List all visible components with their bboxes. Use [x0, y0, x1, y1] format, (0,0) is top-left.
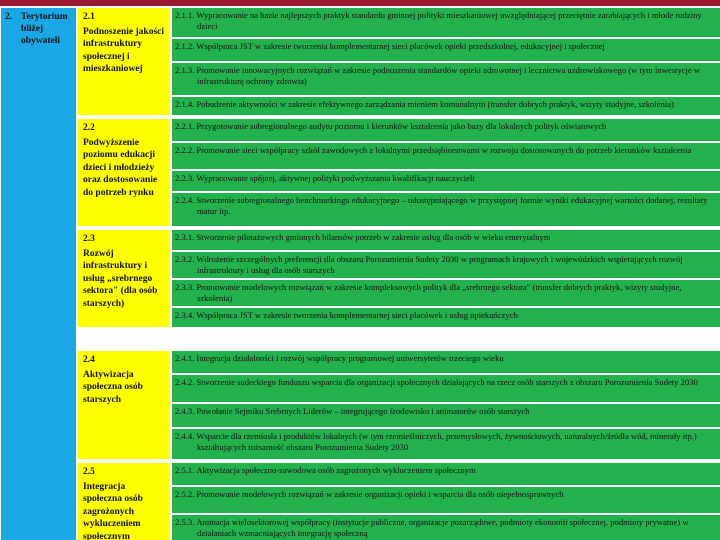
- group-cell: [78, 351, 172, 461]
- group-title: Integracja społeczna osób zagrożonych wykluczeniem społecznym: [83, 481, 143, 540]
- action-text: Promowanie modelowych rozwiązań w zakresie organizacji opieki i wsparcia dla osób niepełnosprawnych: [196, 489, 564, 499]
- action-text: Wdrożenie szczególnych preferencji dla obszaru Porozumienia Sudety 2030 w programach krajowych i wojewódzkich wspierających rozwój: [196, 254, 683, 264]
- action-row: [172, 280, 720, 308]
- action-code: 2.4.1.: [175, 353, 195, 363]
- group-title: Rozwój infrastruktury i usług „srebrnego sektora" (dla osób starszych): [83, 248, 158, 309]
- action-row: [172, 351, 720, 375]
- action-code: 2.4.4.: [175, 431, 195, 441]
- action-code: 2.5.3.: [175, 517, 195, 527]
- action-row: [172, 515, 720, 540]
- group-cell: [78, 463, 172, 540]
- action-text: Promowanie innowacyjnych rozwiązań w zakresie podnoszenia standardów opieki zdrowotnej i lecznictwa uzdrowiskowego (w tym inwestycje w: [196, 65, 701, 75]
- action-row: [172, 39, 720, 63]
- action-text: Stworzenie pilotażowych gminnych bilansów potrzeb w zakresie usług dla osób w wieku emerytalnym: [196, 232, 551, 242]
- action-text-continued: infrastruktury i usług dla osób starszych: [197, 264, 335, 275]
- section-number: 2.: [5, 12, 13, 22]
- action-row: [172, 463, 720, 487]
- action-text: Wsparcie dla rzemiosła i produktów lokalnych (w tym rzemieślniczych, przemysłowych, żywnościowych, naturalnych/źródła wód, minerały itp.): [196, 431, 697, 441]
- action-text: Wypracowanie spójnej, aktywnej polityki podwyższania kwalifikacji nauczycieli: [196, 173, 475, 183]
- action-code: 2.2.4.: [175, 195, 195, 205]
- action-text-continued: kształtujących tożsamość obszaru Porozumienia Sudety 2030: [197, 441, 409, 452]
- action-text: Wypracowanie na bazie najlepszych praktyk standardu gminnej polityki mieszkaniowej uwzględniającej przeciętnie zarabiających i młode rodziny: [196, 10, 702, 20]
- action-code: 2.5.1.: [175, 465, 195, 475]
- action-code: 2.1.3.: [175, 65, 195, 75]
- action-code: 2.3.2.: [175, 254, 195, 264]
- action-row: [172, 143, 720, 171]
- action-code: 2.3.4.: [175, 310, 195, 320]
- group-2-5: [78, 463, 720, 540]
- group-title: Podnoszenie jakości infrastruktury społecznej i mieszkaniowej: [83, 26, 165, 74]
- action-row: [172, 308, 720, 329]
- action-row: [172, 171, 720, 193]
- group-divider: [78, 226, 720, 228]
- group-2-4: [78, 351, 720, 461]
- action-text-continued: matur itp.: [197, 205, 231, 216]
- action-code: 2.2.3.: [175, 173, 195, 183]
- action-text: Animacja wielosektorowej współpracy (instytucje publiczne, organizacje pozarządowe, podmioty ekonomii społecznej, podmioty prywatne) w: [196, 517, 689, 527]
- action-text: Promowanie sieci współpracy szkół zawodowych z lokalnymi przedsiębiorstwami w rozwoju dostosowanych do potrzeb kierunków kształcenia: [196, 145, 692, 155]
- action-row: [172, 97, 720, 117]
- group-cell: [78, 230, 172, 329]
- action-row: [172, 429, 720, 461]
- group-number: 2.4: [83, 355, 95, 365]
- action-text: Promowanie modelowych rozwiązań w zakresie kompleksowych polityk dla „srebrnego sektora" (transfer dobrych praktyk, wizyty studyjne,: [196, 282, 682, 292]
- action-text: Powołanie Sejmiku Srebrnych Liderów – integrującego środowisko i animatorów osób starszych: [196, 406, 530, 416]
- action-code: 2.3.1.: [175, 232, 195, 242]
- group-cell: [78, 119, 172, 228]
- group-2-3: [78, 230, 720, 329]
- action-row: [172, 404, 720, 429]
- action-text: Współpraca JST w zakresie tworzenia komplementarnej sieci placówek opieki przedszkolnej, edukacyjnej i społecznej: [196, 41, 605, 51]
- action-code: 2.1.1.: [175, 10, 195, 20]
- action-row: [172, 193, 720, 228]
- action-text: Przygotowanie subregionalnego audytu poziomu i kierunków kształcenia jako bazy dla lokalnych polityk oświatowych: [196, 121, 607, 131]
- action-list: [172, 351, 720, 461]
- strategy-table: [0, 8, 720, 540]
- group-cell: [78, 8, 172, 117]
- action-list: [172, 119, 720, 228]
- section-cell: [1, 8, 78, 540]
- action-row: [172, 230, 720, 252]
- action-code: 2.4.2.: [175, 377, 195, 387]
- action-list: [172, 8, 720, 117]
- group-2-1: [78, 8, 720, 117]
- group-title: Aktywizacja społeczna osób starszych: [83, 369, 143, 405]
- group-divider: [78, 459, 720, 461]
- action-code: 2.2.1.: [175, 121, 195, 131]
- group-number: 2.3: [83, 234, 95, 244]
- title-accent-bar: [0, 0, 720, 6]
- action-row: [172, 487, 720, 515]
- action-text: Stworzenie sudeckiego funduszu wsparcia dla organizacji społecznych działających na rzecz osób starszych z obszaru Porozumienia Sudety 2030: [196, 377, 698, 387]
- action-row: [172, 8, 720, 39]
- action-text-continued: infrastrukturę ochrony zdrowia): [197, 75, 307, 86]
- action-code: 2.5.2.: [175, 489, 195, 499]
- group-2-2: [78, 119, 720, 228]
- group-title: Podwyższenie poziomu edukacji dzieci i młodzieży oraz dostosowanie do potrzeb rynku: [83, 137, 158, 198]
- action-code: 2.2.2.: [175, 145, 195, 155]
- action-row: [172, 63, 720, 97]
- action-row: [172, 375, 720, 404]
- action-code: 2.1.4.: [175, 99, 195, 109]
- action-text-continued: szkolenia): [197, 292, 233, 303]
- action-list: [172, 230, 720, 329]
- action-text: Współpraca JST w zakresie tworzenia komplementarnej sieci placówek i usług opiekuńczych: [196, 310, 518, 320]
- action-text: Pobudzenie aktywności w zakresie efektywnego zarządzania mieniem komunalnym (transfer dobrych praktyk, wizyty studyjne, szkolenia): [196, 99, 674, 109]
- group-number: 2.1: [83, 12, 95, 22]
- action-code: 2.1.2.: [175, 41, 195, 51]
- action-text: Integracja działalności i rozwój współpracy programowej uniwersytetów trzeciego wieku: [196, 353, 504, 363]
- group-number: 2.2: [83, 123, 95, 133]
- action-text: Stworzenie subregionalnego benchmarkingu edukacyjnego – udostępniającego w przystępnej formie wyniki edukacyjnej wartości dodanej, rezultaty: [196, 195, 708, 205]
- action-text: Aktywizacja społeczno-zawodowa osób zagrożonych wykluczeniem społecznym: [196, 465, 476, 475]
- action-code: 2.3.3.: [175, 282, 195, 292]
- action-text-continued: działaniach wzmacniających integrację społeczną: [197, 527, 368, 538]
- action-code: 2.4.3.: [175, 406, 195, 416]
- action-text-continued: dzieci: [197, 20, 218, 31]
- group-number: 2.5: [83, 467, 95, 477]
- action-row: [172, 252, 720, 280]
- section-title: Terytorium bliżej obywateli: [21, 12, 68, 46]
- action-row: [172, 119, 720, 143]
- group-divider: [78, 115, 720, 117]
- group-divider: [78, 327, 720, 329]
- action-list: [172, 463, 720, 540]
